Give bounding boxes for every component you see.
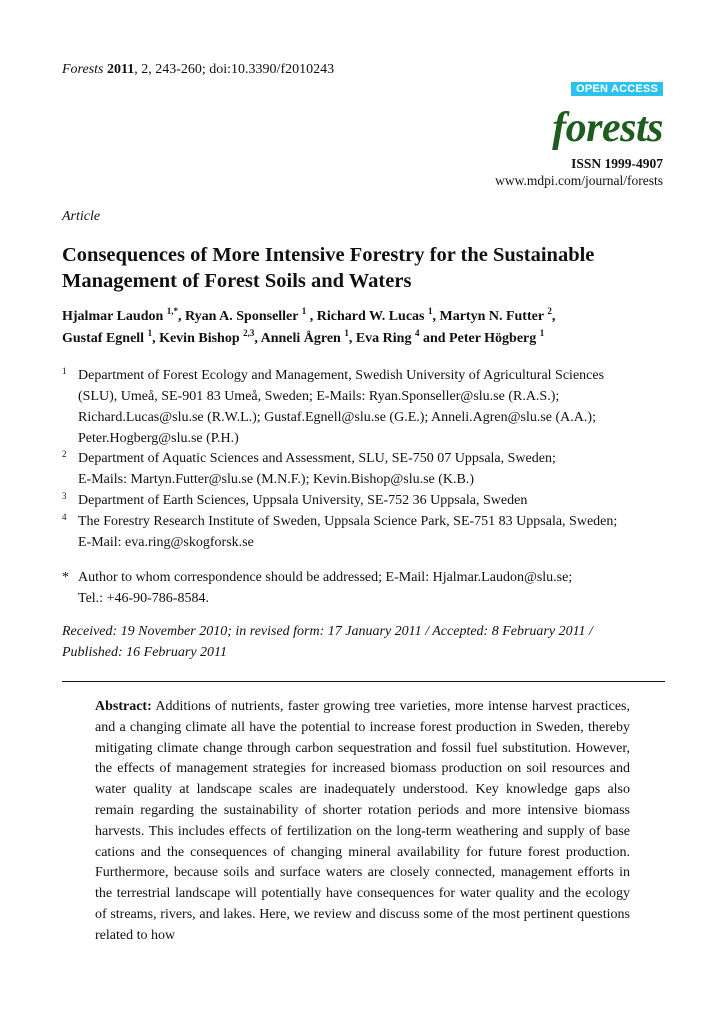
- abstract-label: Abstract:: [95, 699, 152, 714]
- affiliation-line: E-Mails: Martyn.Futter@slu.se (M.N.F.); Kevin.Bishop@slu.se (K.B.): [78, 472, 475, 487]
- abstract-text: Additions of nutrients, faster growing tree varieties, more intense harvest practices, and a changing climate all have the potential to increase forest production in Sweden, thereby mitigating climate change through carbon sequestration and fossil fuel substitution. However, the effects of management strategies for increased biomass production on soil resources and water quality at landscape scales are inadequately understood. Key knowledge gaps also remain regarding the sustainability of shorter rotation periods and more intensive biomass harvests. This includes effects of fertilization on the long-term weathering and supply of base cations and the consequences of changing mineral availability for future forest production. Furthermore, because soils and surface waters are closely connected, management efforts in the terrestrial landscape will potentially have consequences for water quality and the ecology of streams, rivers, and lakes. Here, we review and discuss some of the most pertinent questions related to how: [95, 699, 630, 943]
- affiliation-number: 2: [62, 449, 67, 459]
- author-affiliation-marker: 1: [344, 328, 349, 338]
- issn: ISSN 1999-4907: [571, 156, 663, 171]
- author-name: Richard W. Lucas: [316, 309, 425, 324]
- author-separator: ,: [306, 309, 317, 324]
- affiliation-number: 3: [62, 491, 67, 501]
- publication-dates: [62, 621, 662, 663]
- divider: [62, 681, 665, 682]
- author-affiliation-marker: 2,3: [243, 328, 255, 338]
- open-access-badge: OPEN ACCESS: [571, 82, 663, 96]
- affiliation-line: Richard.Lucas@slu.se (R.W.L.); Gustaf.Egnell@slu.se (G.E.); Anneli.Agren@slu.se (A.A.);: [78, 410, 596, 425]
- author-separator: ,: [254, 331, 261, 346]
- citation-line: [62, 62, 334, 78]
- article-type: Article: [62, 209, 101, 224]
- author-separator: and: [419, 331, 450, 346]
- citation-details: , 2, 243-260; doi:10.3390/f2010243: [134, 62, 335, 77]
- author-name: Hjalmar Laudon: [62, 309, 164, 324]
- affiliation-line: The Forestry Research Institute of Sweden, Uppsala Science Park, SE-751 83 Uppsala, Sweden;: [78, 514, 618, 529]
- correspondence-line: Author to whom correspondence should be addressed; E-Mail: Hjalmar.Laudon@slu.se;: [78, 570, 573, 585]
- citation-year: 2011: [106, 62, 135, 77]
- affiliation-line: Department of Forest Ecology and Management, Swedish University of Agricultural Sciences: [78, 368, 605, 383]
- author-affiliation-marker: 2: [547, 306, 552, 316]
- affiliation: [62, 365, 662, 449]
- correspondence-marker: *: [62, 570, 69, 585]
- author-affiliation-marker: 1: [427, 306, 433, 316]
- affiliation-line: Department of Aquatic Sciences and Assessment, SLU, SE-750 07 Uppsala, Sweden;: [78, 451, 556, 466]
- author-name: Gustaf Egnell: [62, 331, 145, 346]
- affiliation-line: E-Mail: eva.ring@skogforsk.se: [78, 535, 254, 550]
- author-name: Eva Ring: [355, 331, 412, 346]
- author-separator: ,: [432, 309, 440, 324]
- author-separator: ,: [178, 309, 186, 324]
- paper-title: Consequences of More Intensive Forestry for the Sustainable Management of Forest Soils and Waters: [62, 244, 595, 292]
- affiliation-line: Peter.Hogberg@slu.se (P.H.): [78, 431, 239, 446]
- affiliation-line: Department of Earth Sciences, Uppsala University, SE-752 36 Uppsala, Sweden: [78, 493, 528, 508]
- author-name: Peter Högberg: [449, 331, 537, 346]
- affiliation-number: 1: [62, 366, 67, 376]
- author-name: Kevin Bishop: [159, 331, 240, 346]
- journal-name: Forests: [62, 62, 104, 77]
- author-name: Anneli Ågren: [260, 331, 341, 346]
- abstract: [95, 697, 630, 947]
- affiliation-line: (SLU), Umeå, SE-901 83 Umeå, Sweden; E-Mails: Ryan.Sponseller@slu.se (R.A.S.);: [78, 389, 560, 404]
- author-list: [62, 306, 672, 350]
- dates-line: Received: 19 November 2010; in revised form: 17 January 2011 / Accepted: 8 February 2011 /: [62, 624, 593, 639]
- correspondence: [62, 567, 662, 609]
- author-separator: ,: [551, 309, 556, 324]
- dates-line: Published: 16 February 2011: [62, 645, 227, 660]
- journal-url[interactable]: www.mdpi.com/journal/forests: [495, 173, 663, 188]
- author-separator: ,: [152, 331, 160, 346]
- author-separator: ,: [348, 331, 356, 346]
- author-affiliation-marker: 1: [147, 328, 153, 338]
- correspondence-line: Tel.: +46-90-786-8584.: [78, 591, 209, 606]
- author-affiliation-marker: 4: [414, 328, 420, 338]
- affiliation: [62, 511, 662, 553]
- affiliation-number: 4: [62, 512, 67, 522]
- author-affiliation-marker: 1,*: [166, 306, 179, 316]
- journal-logo: forests: [552, 105, 663, 151]
- author-affiliation-marker: 1: [539, 328, 545, 338]
- author-name: Martyn N. Futter: [439, 309, 544, 324]
- affiliation: [62, 448, 662, 490]
- author-affiliation-marker: 1: [301, 306, 307, 316]
- author-name: Ryan A. Sponseller: [185, 309, 299, 324]
- affiliation: [62, 490, 662, 511]
